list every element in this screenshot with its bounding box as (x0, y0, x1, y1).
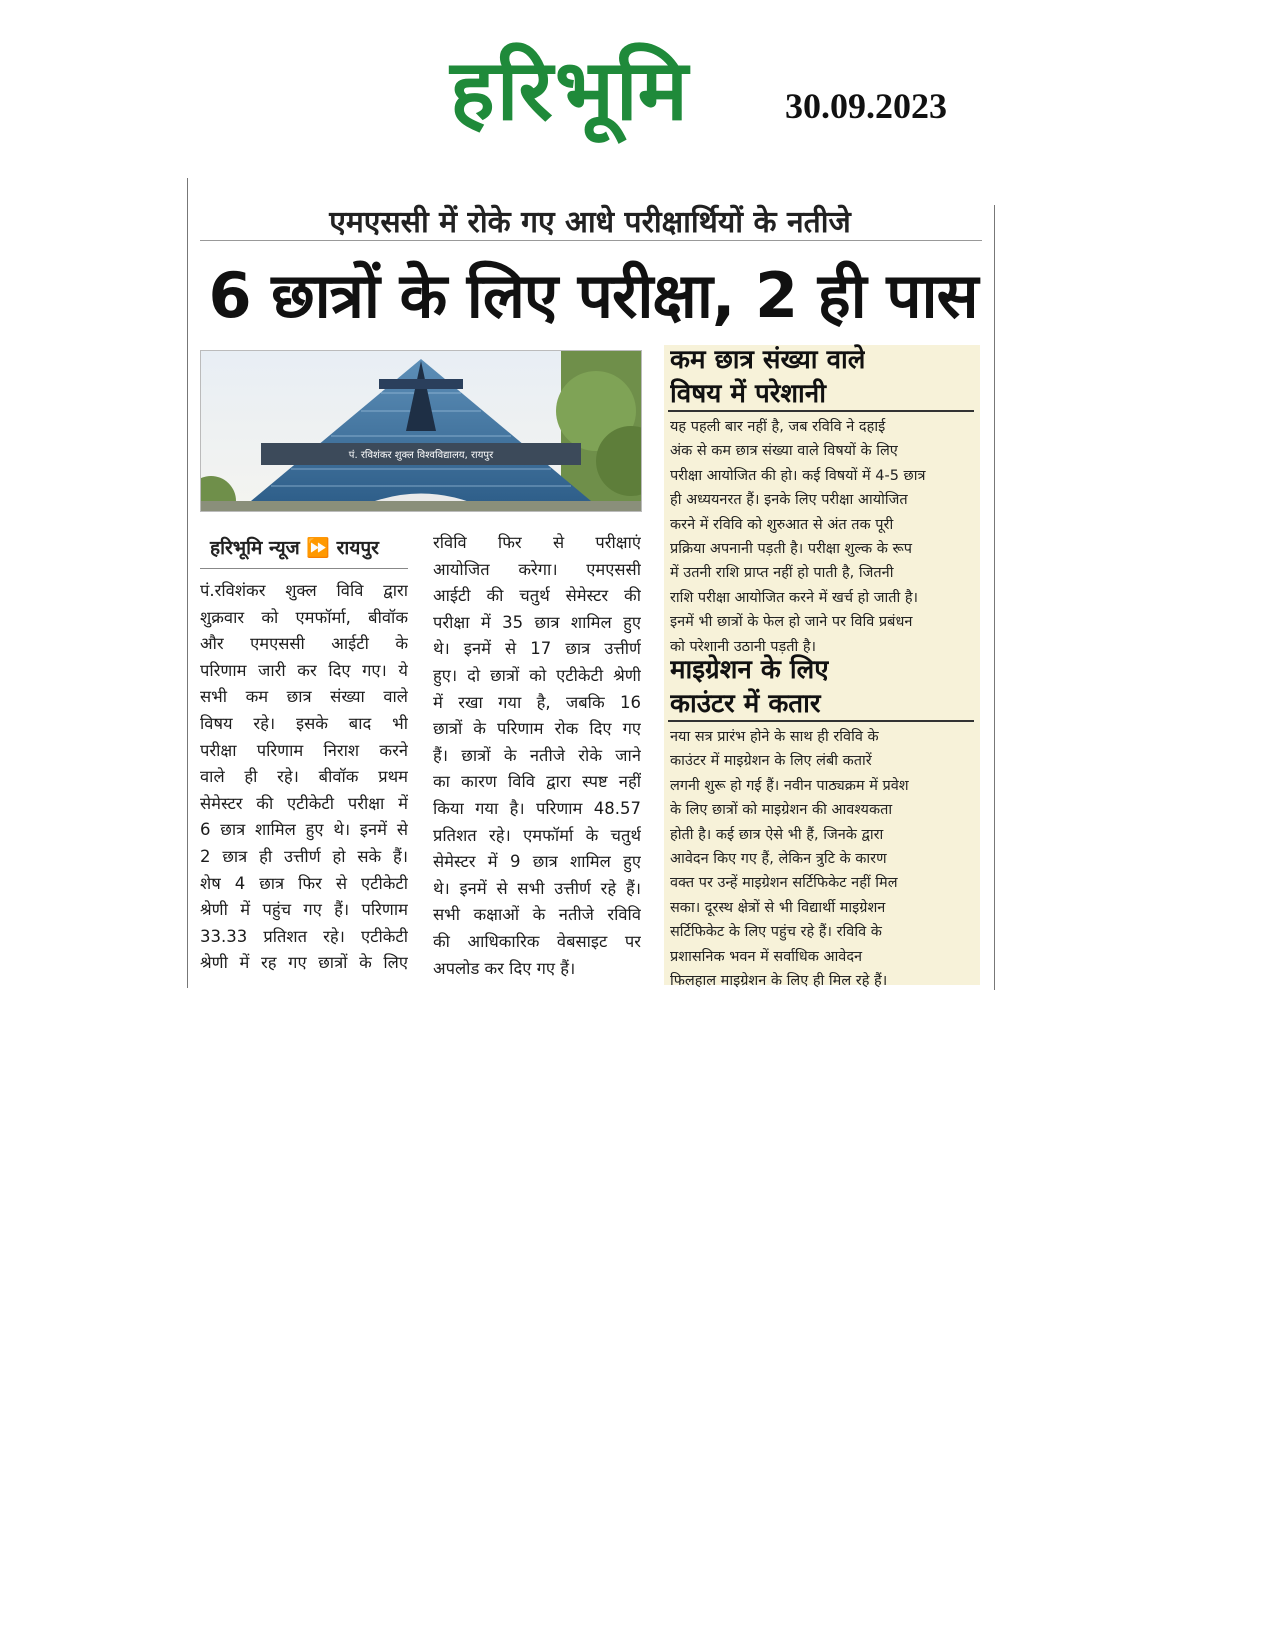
column-line: प्रतिशत रहे। एमफॉर्मा के चतुर्थ (433, 825, 641, 845)
sidebar-line: प्रशासनिक भवन में सर्वाधिक आवेदन (670, 948, 863, 965)
sidebar-line: काउंटर में माइग्रेशन के लिए लंबी कतारें (670, 753, 872, 770)
column-line: थे। इनमें से सभी उत्तीर्ण रहे हैं। (433, 878, 641, 898)
sidebar-line: नया सत्र प्रारंभ होने के साथ ही रविवि के (670, 729, 879, 745)
kicker-divider (200, 240, 982, 241)
sidebar-line: को परेशानी उठानी पड़ती है। (670, 638, 817, 655)
article-column-2 (433, 530, 641, 982)
column-line: परीक्षा परिणाम निराश करने (200, 740, 408, 760)
sidebar-line: के लिए छात्रों को माइग्रेशन की आवश्यकता (670, 802, 893, 819)
column-line: और एमएससी आईटी के (200, 634, 408, 654)
article-headline: 6 छात्रों के लिए परीक्षा, 2 ही पास (208, 259, 978, 332)
column-line: 2 छात्र ही उत्तीर्ण हो सके हैं। (200, 846, 408, 866)
sidebar-line: वक्त पर उन्हें माइग्रेशन सर्टिफिकेट नहीं मिल (670, 875, 898, 892)
sidebar-line: इनमें भी छात्रों के फेल हो जाने पर विवि प्रबंधन (670, 614, 913, 631)
column-line: की आधिकारिक वेबसाइट पर (433, 931, 641, 951)
column-line: में रखा गया है, जबकि 16 (433, 692, 641, 712)
sidebar-line: लगनी शुरू हो गई हैं। नवीन पाठ्यक्रम में प्रवेश (670, 777, 909, 794)
sidebar-line: यह पहली बार नहीं है, जब रविवि ने दहाई (670, 419, 886, 435)
sidebar-heading-rule (668, 720, 974, 722)
column-line: आईटी की चतुर्थ सेमेस्टर की (433, 586, 641, 606)
sidebar-heading-line: काउंटर में कतार (670, 689, 821, 719)
university-building-photo (200, 350, 642, 512)
column-line: हुए। दो छात्रों को एटीकेटी श्रेणी (433, 665, 641, 685)
column-line: वाले ही रहे। बीवॉक प्रथम (200, 767, 408, 787)
column-line: रविवि फिर से परीक्षाएं (433, 533, 641, 552)
column-line: सेमेस्टर की एटीकेटी परीक्षा में (200, 793, 408, 813)
sidebar-heading-1 (670, 343, 865, 411)
sidebar-line: परीक्षा आयोजित की हो। कई विषयों में 4-5 छात्र (670, 467, 926, 484)
sidebar-heading-line: माइग्रेशन के लिए (670, 655, 829, 685)
sidebar-heading-2 (670, 653, 829, 721)
sidebar-heading-rule (668, 410, 974, 412)
column-line: सेमेस्टर में 9 छात्र शामिल हुए (433, 852, 641, 872)
column-line: आयोजित करेगा। एमएससी (433, 559, 641, 579)
sidebar-line: सर्टिफिकेट के लिए पहुंच रहे हैं। रविवि के (670, 924, 882, 941)
column-line: शेष 4 छात्र फिर से एटीकेटी (200, 873, 408, 893)
sidebar-line: अंक से कम छात्र संख्या वाले विषयों के लिए (670, 443, 898, 460)
clipping-border-right (994, 205, 995, 990)
sidebar-line: प्रक्रिया अपनानी पड़ती है। परीक्षा शुल्क के रूप (670, 541, 912, 558)
article-byline: हरिभूमि न्यूज ⏩ रायपुर (210, 537, 379, 559)
newspaper-masthead-logo: हरिभूमि (450, 41, 690, 139)
column-line: हैं। छात्रों के नतीजे रोके जाने (433, 745, 641, 765)
sidebar-text-1 (670, 415, 976, 659)
column-line: पं.रविशंकर शुक्ल विवि द्वारा (200, 581, 408, 600)
column-line: विषय रहे। इसके बाद भी (200, 713, 408, 733)
sidebar-line: होती है। कई छात्र ऐसे भी हैं, जिनके द्वारा (670, 826, 884, 843)
column-line: परीक्षा में 35 छात्र शामिल हुए (433, 612, 641, 632)
column-line: सभी कक्षाओं के नतीजे रविवि (433, 905, 641, 925)
column-line: 33.33 प्रतिशत रहे। एटीकेटी (200, 926, 408, 946)
sidebar-line: करने में रविवि को शुरुआत से अंत तक पूरी (670, 516, 894, 533)
column-line: 6 छात्र शामिल हुए थे। इनमें से (200, 820, 408, 840)
column-line: श्रेणी में रह गए छात्रों के लिए (200, 953, 408, 973)
sidebar-text-2 (670, 725, 976, 993)
sidebar-line: सका। दूरस्थ क्षेत्रों से भी विद्यार्थी माइग्रेशन (670, 899, 886, 916)
sidebar-line: राशि परीक्षा आयोजित करने में खर्च हो जाती है। (670, 589, 919, 606)
sidebar-line: ही अध्ययनरत हैं। इनके लिए परीक्षा आयोजित (670, 492, 908, 509)
column-line: परिणाम जारी कर दिए गए। ये (200, 660, 408, 680)
column-line: शुक्रवार को एमफॉर्मा, बीवॉक (200, 607, 408, 627)
sidebar-heading-line: कम छात्र संख्या वाले (670, 345, 866, 375)
publication-date: 30.09.2023 (785, 86, 947, 126)
article-kicker: एमएससी में रोके गए आधे परीक्षार्थियों के नतीजे (329, 205, 851, 240)
column-line: थे। इनमें से 17 छात्र उत्तीर्ण (433, 639, 641, 659)
clipping-border-left (187, 178, 188, 988)
sidebar-line: में उतनी राशि प्राप्त नहीं हो पाती है, जितनी (670, 565, 894, 582)
byline-divider (200, 568, 408, 569)
column-line: श्रेणी में पहुंच गए हैं। परिणाम (200, 900, 408, 920)
column-line: किया गया है। परिणाम 48.57 (433, 798, 641, 818)
article-column-1 (200, 578, 408, 977)
column-line: का कारण विवि द्वारा स्पष्ट नहीं (433, 772, 641, 792)
sidebar-line: आवेदन किए गए हैं, लेकिन त्रुटि के कारण (670, 851, 887, 868)
photo-banner-text: पं. रविशंकर शुक्ल विश्वविद्यालय, रायपुर (348, 450, 494, 461)
column-line: छात्रों के परिणाम रोक दिए गए (433, 719, 641, 739)
sidebar-line: फिलहाल माइग्रेशन के लिए ही मिल रहे हैं। (670, 973, 888, 990)
column-line: सभी कम छात्र संख्या वाले (200, 687, 408, 707)
column-line: अपलोड कर दिए गए हैं। (433, 958, 576, 978)
sidebar-heading-line: विषय में परेशानी (670, 379, 826, 409)
